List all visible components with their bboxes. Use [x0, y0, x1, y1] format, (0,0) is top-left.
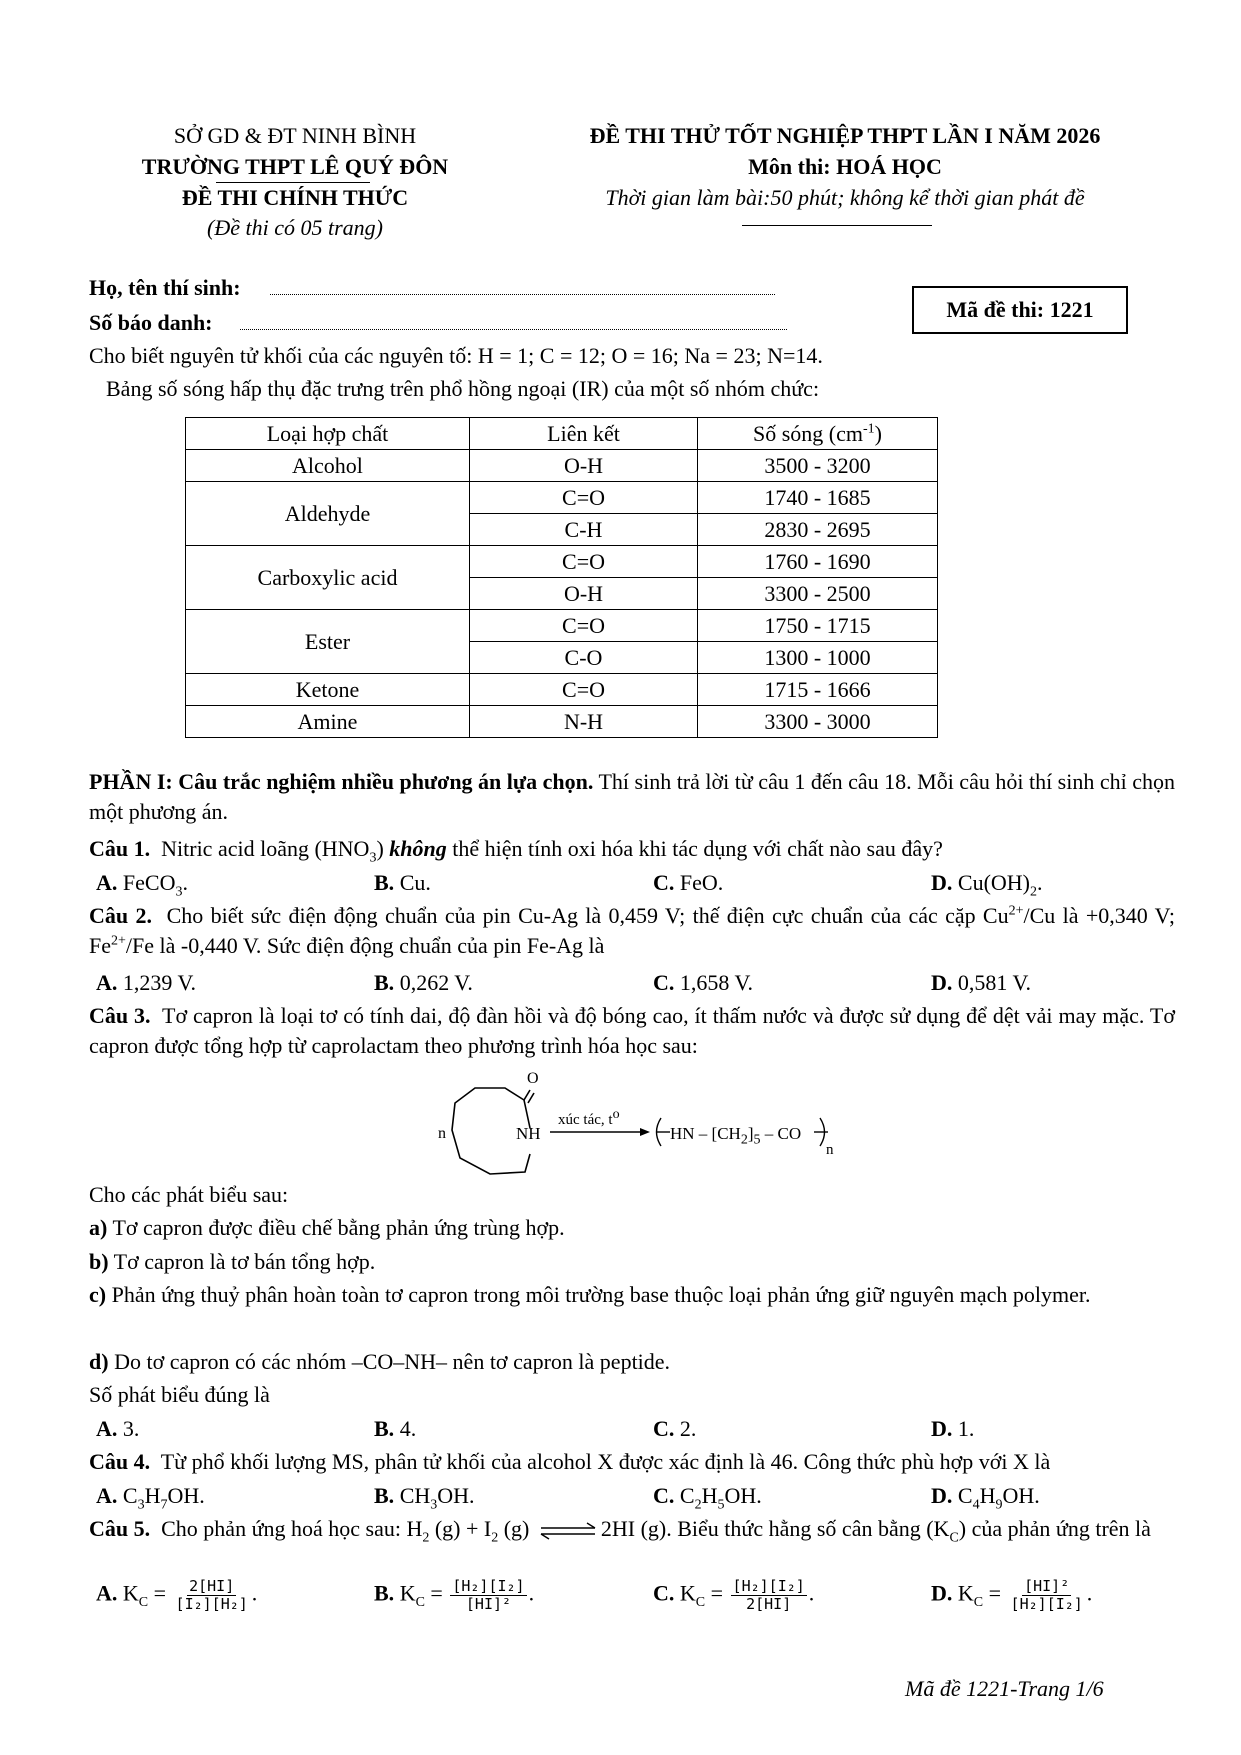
option-d[interactable]: D. 0,581 V. [931, 970, 1032, 995]
compound-cell: Carboxylic acid [186, 546, 470, 610]
scheme-product: HN – $[CH_2]_5$ – CO [670, 1124, 802, 1148]
option-a[interactable]: A. $C_3H_7OH$. [96, 1483, 205, 1513]
question-label: Câu 4. [89, 1449, 151, 1474]
compound-cell: Alcohol [186, 450, 470, 482]
statements-intro: Cho các phát biểu sau: [89, 1182, 289, 1207]
question-label: Câu 5. [89, 1516, 151, 1541]
school-name: TRƯỜNG THPT LÊ QUÝ ĐÔN [141, 153, 449, 179]
bond-cell: C=O [470, 546, 698, 578]
exam-code-box: Mã đề thi: 1221 [912, 286, 1128, 334]
table-row [186, 674, 938, 706]
table-row [186, 482, 938, 514]
scheme-condition: xúc tác, $t^o$ [558, 1107, 620, 1128]
option-c[interactable]: C. 2. [653, 1416, 697, 1441]
scheme-coefficient: n [438, 1125, 446, 1142]
part1-title: PHẦN I: Câu trắc nghiệm nhiều phương án lựa chọn. [89, 769, 594, 794]
candidate-name-field[interactable] [270, 294, 775, 295]
candidate-id-label: Số báo danh: [89, 310, 213, 335]
page-count-note: (Đề thi có 05 trang) [207, 215, 383, 241]
option-b[interactable]: B. 0,262 V. [374, 970, 473, 995]
bond-cell: C=O [470, 482, 698, 514]
table-header: Số sóng $(cm^{-1})$ [698, 418, 938, 450]
bond-cell: N-H [470, 706, 698, 738]
scheme-oxygen: O [527, 1070, 539, 1087]
table-header: Loại hợp chất [186, 418, 470, 450]
table-row [186, 546, 938, 578]
option-b[interactable]: B. Cu. [374, 870, 431, 895]
candidate-id-field[interactable] [240, 329, 787, 330]
option-d[interactable]: D. $C_4H_9OH$. [931, 1483, 1040, 1513]
compound-cell: Ester [186, 610, 470, 674]
question-3: Câu 3. Tơ capron là loại tơ có tính dai, độ đàn hồi và độ bóng cao, ít thấm nước và được sử dụng để dệt vải may mặc. Tơ capron được tổng hợp từ caprolactam theo phương trình hóa học sau: [89, 1003, 1176, 1058]
equilibrium-arrow-icon [539, 1522, 597, 1540]
table-row [186, 450, 938, 482]
bond-cell: C-O [470, 642, 698, 674]
table-row [186, 706, 938, 738]
table-header-row [186, 418, 938, 450]
page-footer: Mã đề 1221-Trang 1/6 [905, 1676, 1104, 1701]
question-ask: Số phát biểu đúng là [89, 1382, 270, 1407]
scheme-subscript-n: n [826, 1142, 834, 1158]
official-label: ĐỀ THI CHÍNH THỨC [181, 184, 409, 210]
wavenumber-cell: 1715 - 1666 [698, 674, 938, 706]
option-d[interactable]: D. 1. [931, 1416, 975, 1441]
table-row [186, 610, 938, 642]
question-2: Câu 2. Cho biết sức điện động chuẩn của pin Cu-Ag là 0,459 V; thế điện cực chuẩn của các cặp $Cu^{2+}/Cu$ là +0,340 V; $Fe^{2+}/Fe$ là -0,440 V. Sức điện động chuẩn của pin Fe-Ag là [89, 903, 1176, 958]
option-c[interactable]: C. $C_2H_5OH$. [653, 1483, 762, 1513]
divider-line [216, 182, 370, 183]
wavenumber-cell: 1760 - 1690 [698, 546, 938, 578]
scheme-nh: NH [516, 1124, 541, 1143]
option-d[interactable]: D. $K_C$ = $\frac{\text{[HI]²}}{\text{[H₂][I₂]}}$ . [931, 1577, 1093, 1613]
question-1: Câu 1. Nitric acid loãng $(HNO_3)$ không thể hiện tính oxi hóa khi tác dụng với chất nào sau đây? [89, 836, 943, 866]
ir-intro: Bảng số sóng hấp thụ đặc trưng trên phổ hồng ngoại (IR) của một số nhóm chức: [106, 376, 820, 401]
divider-line [742, 225, 932, 226]
question-4: Câu 4. Từ phổ khối lượng MS, phân tử khối của alcohol X được xác định là 46. Công thức phù hợp với X là [89, 1449, 1051, 1474]
ir-table [185, 417, 938, 738]
question-label: Câu 2. [89, 903, 152, 928]
option-c[interactable]: C. 1,658 V. [653, 970, 754, 995]
exam-title: ĐỀ THI THỬ TỐT NGHIỆP THPT LẦN I NĂM 2026 [589, 123, 1101, 148]
option-b[interactable]: B. $CH_3OH$. [374, 1483, 475, 1513]
option-c[interactable]: C. FeO. [653, 870, 724, 895]
wavenumber-cell: 1750 - 1715 [698, 610, 938, 642]
option-a[interactable]: A. 1,239 V. [96, 970, 197, 995]
question-label: Câu 1. [89, 836, 151, 861]
bond-cell: O-H [470, 578, 698, 610]
statement-b: b) Tơ capron là tơ bán tổng hợp. [89, 1249, 376, 1274]
option-c[interactable]: C. $K_C$ = $\frac{\text{[H₂][I₂]}}{2[HI]}$ . [653, 1577, 815, 1613]
subject: Môn thi: HOÁ HỌC [748, 153, 942, 179]
wavenumber-cell: 1300 - 1000 [698, 642, 938, 674]
wavenumber-cell: 2830 - 2695 [698, 514, 938, 546]
option-b[interactable]: B. $K_C$ = $\frac{\text{[H₂][I₂]}}{\text{[HI]²}}$ . [374, 1577, 535, 1613]
bond-cell: C=O [470, 610, 698, 642]
compound-cell: Aldehyde [186, 482, 470, 546]
question-5: Câu 5. Cho phản ứng hoá học sau: $H_2$ $(g) + I_2$ (g) 2HI (g). Biểu thức hằng số cân bằng $(K_C)$ của phản ứng trên là [89, 1516, 1151, 1546]
wavenumber-cell: 1740 - 1685 [698, 482, 938, 514]
statement-c: c) Phản ứng thuỷ phân hoàn toàn tơ capron trong môi trường base thuộc loại phản ứng giữ nguyên mạch polymer. [89, 1282, 1091, 1307]
statement-a: a) Tơ capron được điều chế bằng phản ứng trùng hợp. [89, 1215, 565, 1240]
department: SỞ GD & ĐT NINH BÌNH [173, 123, 417, 148]
option-b[interactable]: B. 4. [374, 1416, 417, 1441]
bond-cell: O-H [470, 450, 698, 482]
wavenumber-cell: 3300 - 2500 [698, 578, 938, 610]
question-label: Câu 3. [89, 1003, 151, 1028]
option-a[interactable]: A. 3. [96, 1416, 140, 1441]
bond-cell: C=O [470, 674, 698, 706]
compound-cell: Amine [186, 706, 470, 738]
bond-cell: C-H [470, 514, 698, 546]
statement-d: d) Do tơ capron có các nhóm –CO–NH– nên tơ capron là peptide. [89, 1349, 671, 1374]
part1-instruction: Thí sinh trả lời từ câu 1 đến câu 18. Mỗi câu hỏi thí sinh chỉ chọn một phương án. [89, 769, 1176, 824]
candidate-name-label: Họ, tên thí sinh: [89, 275, 241, 300]
option-d[interactable]: D. $Cu(OH)_2$. [931, 870, 1043, 900]
table-header: Liên kết [470, 418, 698, 450]
wavenumber-cell: 3500 - 3200 [698, 450, 938, 482]
time-limit: Thời gian làm bài:50 phút; không kể thời gian phát đề [605, 184, 1085, 210]
part1-heading [89, 767, 1175, 826]
caprolactam-reaction [430, 1068, 860, 1180]
option-a[interactable]: A. FeCO$_3$. [96, 870, 188, 900]
option-a[interactable]: A. $K_C$ = $\frac{2[HI]}{\text{[I₂][H₂]}}$ . [96, 1577, 258, 1613]
wavenumber-cell: 3300 - 3000 [698, 706, 938, 738]
exam-header [530, 121, 1160, 213]
compound-cell: Ketone [186, 674, 470, 706]
atomic-masses: Cho biết nguyên tử khối của các nguyên tố: H = 1; C = 12; O = 16; Na = 23; N=14. [89, 343, 823, 368]
